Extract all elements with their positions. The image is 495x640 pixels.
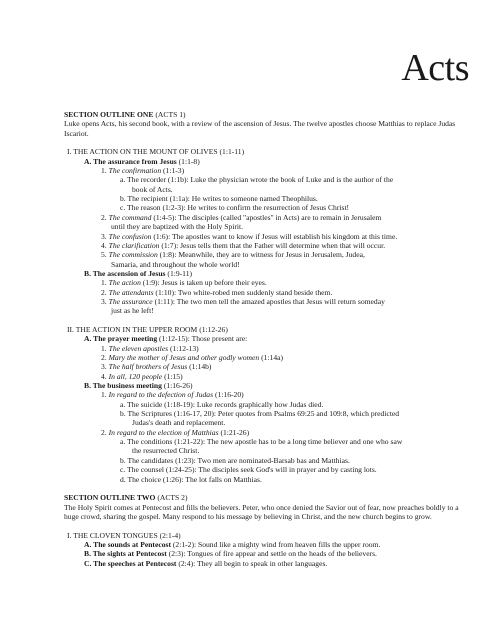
section-two-intro: The Holy Spirit comes at Pentecost and fills the believers. Peter, who once denied the Savior out of fear, now preaches boldly to a huge crowd, sharing the gospel. Many respond to his message by believing in Christ, and the new church begins to grow. bbox=[64, 502, 459, 521]
list-item-continuation: the resurrected Christ. bbox=[132, 446, 200, 456]
list-item: 5. The commission (1:8): Meanwhile, they are to witness for Jesus in Jerusalem, Judea, bbox=[101, 250, 365, 260]
section-one-intro: Luke opens Acts, his second book, with a review of the ascension of Jesus. The twelve apostles choose Matthias to replace Judas Iscariot. bbox=[64, 119, 456, 138]
list-item: a. The suicide (1:18-19): Luke records graphically how Judas died. bbox=[120, 399, 324, 409]
list-item-continuation: until they are baptized with the Holy Spirit. bbox=[111, 222, 244, 232]
list-item: 4. The clarification (1:7): Jesus tells them that the Father will determine when that will occur. bbox=[101, 240, 386, 250]
section-two-heading: SECTION OUTLINE TWO (ACTS 2) bbox=[64, 493, 188, 503]
list-item: 1. The eleven apostles (1:12-13) bbox=[101, 343, 199, 353]
list-item: b. The candidates (1:23): Two men are nominated-Barsab bas and Matthias. bbox=[120, 455, 350, 465]
list-item: a. The recorder (1:1b): Luke the physician wrote the book of Luke and is the author of the bbox=[120, 175, 394, 185]
list-item: 3. The confusion (1:6): The apostles want to know if Jesus will establish his kingdom at this time. bbox=[101, 231, 398, 241]
part-two-heading: II. THE ACTION IN THE UPPER ROOM (1:12-26) bbox=[67, 325, 228, 334]
list-item: 2. The command (1:4-5): The disciples (called "apostles" in Acts) are to remain in Jerusalem bbox=[101, 212, 382, 222]
list-item-continuation: book of Acts. bbox=[132, 184, 173, 194]
list-item-continuation: just as he left! bbox=[111, 306, 154, 316]
list-item: a. The conditions (1:21-22): The new apostle has to be a long time believer and one who saw bbox=[120, 437, 403, 447]
point-a-heading: A. The prayer meeting (1:12-15): Those present are: bbox=[84, 334, 248, 344]
list-item: 1. The action (1:9): Jesus is taken up before their eyes. bbox=[101, 278, 267, 288]
list-item: 2. In regard to the election of Matthias (1:21-26) bbox=[101, 427, 250, 437]
point-c-heading: C. The speeches at Pentecost (2:4): They all begin to speak in other languages. bbox=[84, 558, 328, 568]
list-item: c. The reason (1:2-3): He writes to confirm the resurrection of Jesus Christ! bbox=[120, 203, 350, 213]
point-b-heading: B. The business meeting (1:16-26) bbox=[84, 381, 193, 391]
list-item-continuation: Samaria, and throughout the whole world! bbox=[111, 259, 240, 269]
point-b-heading: B. The sights at Pentecost (2:3): Tongues of fire appear and settle on the heads of the believers. bbox=[84, 549, 377, 559]
point-a-heading: A. The assurance from Jesus (1:1-8) bbox=[84, 156, 200, 166]
list-item: d. The choice (1:26): The lot falls on Matthias. bbox=[120, 474, 262, 484]
list-item: 3. The assurance (1:11): The two men tell the amazed apostles that Jesus will return someday bbox=[101, 296, 385, 306]
list-item: 2. Mary the mother of Jesus and other godly women (1:14a) bbox=[101, 353, 284, 363]
point-a-heading: A. The sounds at Pentecost (2:1-2): Sound like a mighty wind from heaven fills the upper room. bbox=[84, 540, 381, 549]
list-item: 1. In regard to the defection of Judas (1:16-20) bbox=[101, 390, 244, 400]
part-one-heading: I. THE CLOVEN TONGUES (2:1-4) bbox=[67, 530, 181, 540]
list-item: 3. The half brothers of Jesus (1:14b) bbox=[101, 362, 212, 372]
list-item-continuation: Judas's death and replacement. bbox=[132, 418, 226, 428]
list-item: 4. In all, 120 people (1:15) bbox=[101, 371, 183, 381]
list-item: 1. The confirmation (1:1-3) bbox=[101, 166, 185, 176]
part-one-heading: I. THE ACTION ON THE MOUNT OF OLIVES (1:1-11) bbox=[67, 147, 245, 157]
section-one-heading: SECTION OUTLINE ONE (ACTS 1) bbox=[64, 110, 186, 119]
page-title: Acts bbox=[401, 47, 469, 89]
outline-content bbox=[64, 110, 474, 568]
point-b-heading: B. The ascension of Jesus (1:9-11) bbox=[84, 268, 193, 278]
list-item: 2. The attendants (1:10): Two white-robed men suddenly stand beside them. bbox=[101, 287, 333, 297]
list-item: b. The recipient (1:1a): He writes to someone named Theophilus. bbox=[120, 194, 318, 204]
list-item: b. The Scriptures (1:16-17, 20): Peter quotes from Psalms 69:25 and 109:8, which predicted bbox=[120, 409, 400, 419]
list-item: c. The counsel (1:24-25): The disciples seek God's will in prayer and by casting lots. bbox=[120, 465, 377, 475]
